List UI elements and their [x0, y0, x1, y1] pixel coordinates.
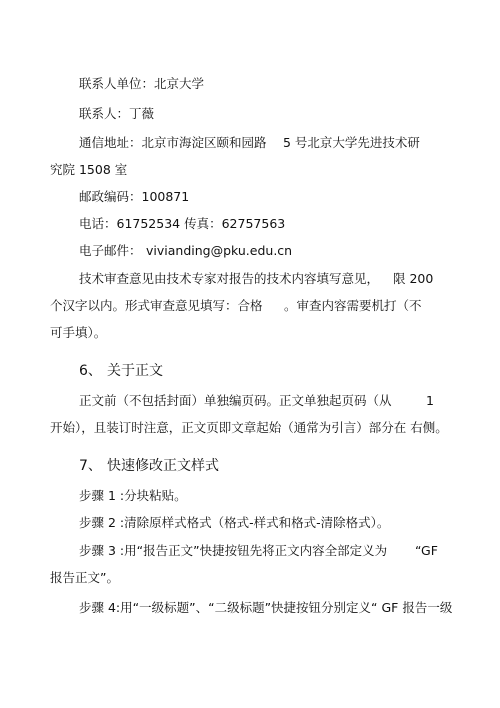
email-value: vivianding@pku.edu.cn — [146, 243, 293, 258]
step-3: 步骤 3 :用“报告正文”快捷按钮先将正文内容全部定义为 — [79, 543, 388, 558]
contact-unit: 联系人单位：北京大学 — [79, 76, 205, 91]
section-6-line-1: 正文前（不包括封面）单独编页码。正文单独起页码（从 — [79, 393, 392, 408]
step-1: 步骤 1 :分块粘贴。 — [79, 488, 187, 503]
section-7-number: 7、 — [79, 458, 102, 474]
email-label: 电子邮件： — [79, 243, 142, 258]
address-line-1-tail: 5 号北京大学先进技术研 — [283, 135, 420, 150]
postcode: 邮政编码：100871 — [79, 189, 190, 204]
address-line-2: 究院 1508 室 — [50, 162, 128, 177]
step-2: 步骤 2 :清除原样式格式（格式-样式和格式-清除格式）。 — [79, 515, 390, 530]
section-6-line-2: 开始），且装订时注意，正文页即文章起始（通常为引言）部分在 右侧。 — [50, 420, 448, 435]
phone-fax: 电话：61752534 传真：62757563 — [79, 216, 286, 231]
contact-person: 联系人：丁薇 — [79, 106, 155, 121]
section-6-line-1-tail: 1 — [426, 393, 434, 408]
review-line-2-tail: 。审查内容需要机打（不 — [284, 298, 422, 313]
step-4: 步骤 4:用“一级标题”、“二级标题”快捷按钮分别定义“ GF 报告一级 — [79, 600, 453, 615]
review-line-3: 可手填）。 — [50, 325, 107, 340]
step-3-tail: “GF — [415, 543, 438, 558]
section-6-number: 6、 — [79, 363, 102, 379]
section-7-title: 快速修改正文样式 — [107, 458, 219, 474]
review-line-1-tail: 限 200 — [393, 271, 434, 286]
review-line-1: 技术审查意见由技术专家对报告的技术内容填写意见， — [79, 271, 380, 286]
section-6-title: 关于正文 — [107, 363, 163, 379]
review-line-2: 个汉字以内。形式审查意见填写：合格 — [50, 298, 263, 313]
step-3-line-2: 报告正文”。 — [50, 570, 119, 585]
address-line-1: 通信地址：北京市海淀区颐和园路 — [79, 135, 267, 150]
